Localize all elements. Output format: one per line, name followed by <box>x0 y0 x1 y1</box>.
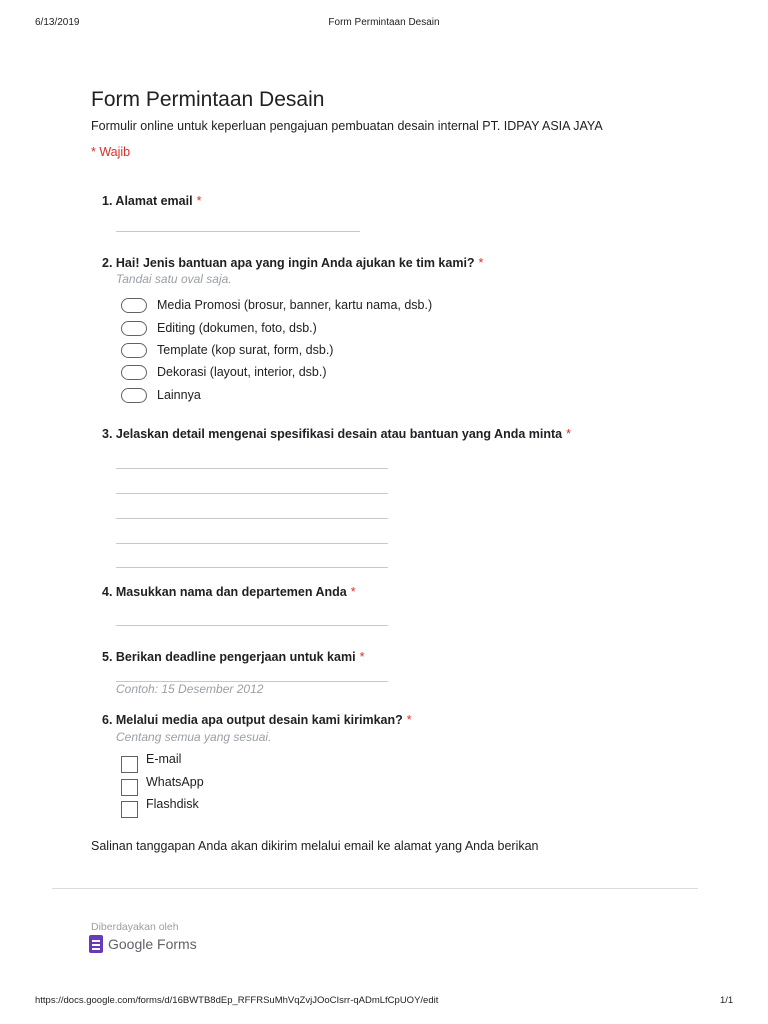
name-department-field[interactable] <box>116 625 388 626</box>
checkbox-option[interactable]: WhatsApp <box>121 778 204 796</box>
answer-line[interactable] <box>116 567 388 568</box>
checkbox-option[interactable]: Flashdisk <box>121 800 199 818</box>
answer-line[interactable] <box>116 543 388 544</box>
question-4-label: 4. Masukkan nama dan departemen Anda * <box>102 585 356 599</box>
google-forms-icon <box>89 935 103 953</box>
radio-oval[interactable] <box>121 343 147 358</box>
checkbox-option[interactable]: E-mail <box>121 755 181 773</box>
answer-line[interactable] <box>116 493 388 494</box>
answer-line[interactable] <box>116 518 388 519</box>
radio-oval[interactable] <box>121 321 147 336</box>
form-description: Formulir online untuk keperluan pengajuan pembuatan desain internal PT. IDPAY ASIA JAYA <box>91 119 603 133</box>
question-3-label: 3. Jelaskan detail mengenai spesifikasi desain atau bantuan yang Anda minta * <box>102 427 571 441</box>
question-2-hint: Tandai satu oval saja. <box>116 272 232 286</box>
divider <box>52 888 698 889</box>
question-2-label: 2. Hai! Jenis bantuan apa yang ingin Anda ajukan ke tim kami? * <box>102 256 484 270</box>
powered-by-label: Diberdayakan oleh <box>91 921 179 933</box>
required-marker: * <box>566 427 571 441</box>
print-url: https://docs.google.com/forms/d/16BWTB8dEp_RFFRSuMhVqZvjJOoCIsrr-qADmLfCpUOY/edit <box>35 995 439 1006</box>
email-field[interactable] <box>116 231 360 232</box>
question-6-hint: Centang semua yang sesuai. <box>116 730 272 744</box>
required-note: * Wajib <box>91 145 131 159</box>
required-marker: * <box>196 194 202 208</box>
radio-option[interactable]: Dekorasi (layout, interior, dsb.) <box>121 363 327 381</box>
radio-option[interactable]: Media Promosi (brosur, banner, kartu nama, dsb.) <box>121 296 432 314</box>
form-title: Form Permintaan Desain <box>91 88 325 111</box>
brand-text: Google Forms <box>108 936 197 952</box>
radio-option[interactable]: Template (kop surat, form, dsb.) <box>121 341 333 359</box>
required-marker: * <box>478 256 484 270</box>
required-marker: * <box>406 713 412 727</box>
required-marker: * <box>350 585 356 599</box>
answer-line[interactable] <box>116 468 388 469</box>
page-number: 1/1 <box>720 995 734 1006</box>
print-doc-title: Form Permintaan Desain <box>328 17 440 28</box>
radio-oval[interactable] <box>121 365 147 380</box>
print-date: 6/13/2019 <box>35 17 80 28</box>
copy-note: Salinan tanggapan Anda akan dikirim melalui email ke alamat yang Anda berikan <box>91 839 539 853</box>
question-6-label: 6. Melalui media apa output desain kami kirimkan? * <box>102 713 412 727</box>
google-forms-logo[interactable] <box>89 935 197 953</box>
checkbox[interactable] <box>121 756 138 773</box>
question-5-label: 5. Berikan deadline pengerjaan untuk kami * <box>102 650 365 664</box>
radio-option[interactable]: Lainnya <box>121 386 201 404</box>
deadline-placeholder: Contoh: 15 Desember 2012 <box>116 682 264 696</box>
radio-option[interactable]: Editing (dokumen, foto, dsb.) <box>121 319 317 337</box>
radio-oval[interactable] <box>121 388 147 403</box>
required-marker: * <box>359 650 365 664</box>
checkbox[interactable] <box>121 779 138 796</box>
radio-oval[interactable] <box>121 298 147 313</box>
question-1-label: 1. Alamat email * <box>102 194 202 208</box>
checkbox[interactable] <box>121 801 138 818</box>
